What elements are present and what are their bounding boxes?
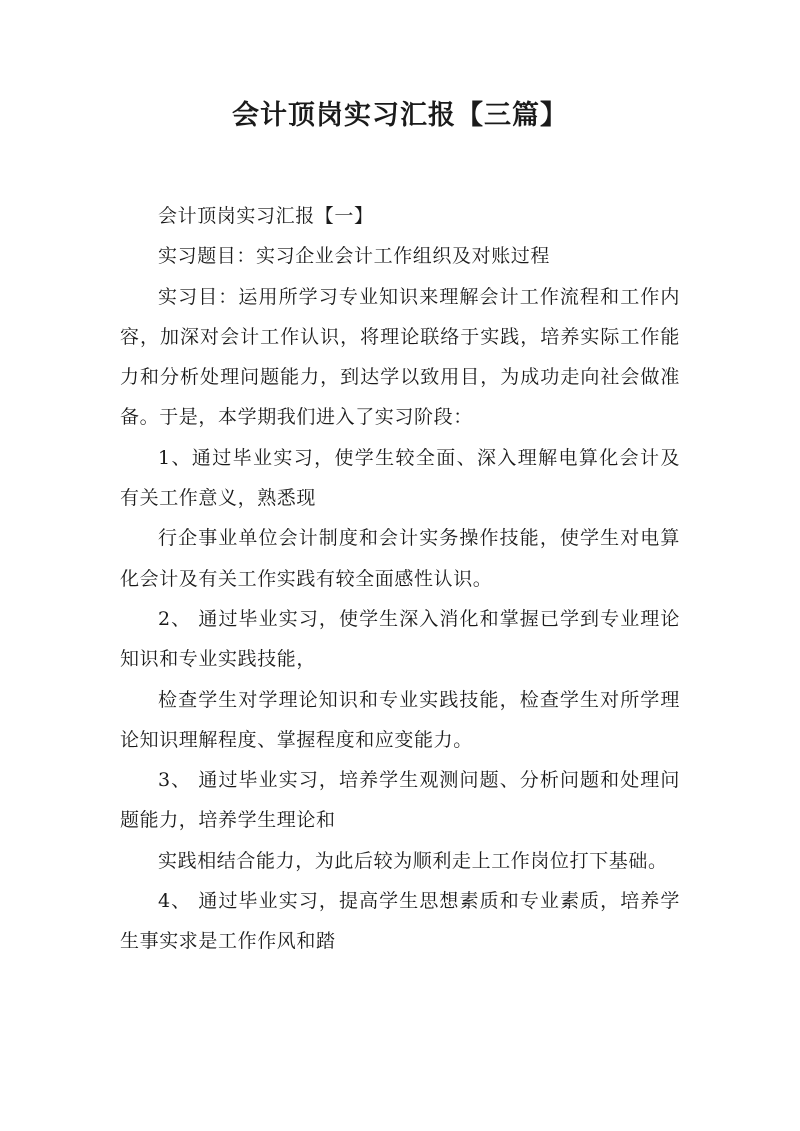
paragraph: 4、 通过毕业实习，提高学生思想素质和专业素质，培养学生事实求是工作作风和踏 — [120, 890, 680, 953]
document-title: 会计顶岗实习汇报【三篇】 — [232, 100, 568, 131]
paragraph: 2、 通过毕业实习，使学生深入消化和掌握已学到专业理论知识和专业实践技能， — [120, 607, 680, 671]
paragraph: 实践相结合能力，为此后较为顺利走上工作岗位打下基础。 — [158, 849, 668, 872]
paragraph: 3、 通过毕业实习，培养学生观测问题、分析问题和处理问题能力，培养学生理论和 — [120, 769, 680, 832]
paragraph: 会计顶岗实习汇报【一】 — [158, 205, 374, 227]
paragraph: 检查学生对学理论知识和专业实践技能，检查学生对所学理论知识理解程度、掌握程度和应变能力。 — [120, 688, 680, 751]
paragraph: 实习目：运用所学习专业知识来理解会计工作流程和工作内容，加深对会计工作认识，将理论联络于实践，培养实际工作能力和分析处理问题能力，到达学以致用目，为成功走向社会做准备。于是，本学期我们进入了实习阶段： — [120, 285, 680, 429]
paragraph: 实习题目：实习企业会计工作组织及对账过程 — [158, 245, 551, 268]
document-body — [120, 196, 680, 962]
paragraph: 行企事业单位会计制度和会计实务操作技能，使学生对电算化会计及有关工作实践有较全面感性认识。 — [120, 527, 680, 590]
paragraph: 1、通过毕业实习，使学生较全面、深入理解电算化会计及有关工作意义，熟悉现 — [120, 446, 680, 510]
